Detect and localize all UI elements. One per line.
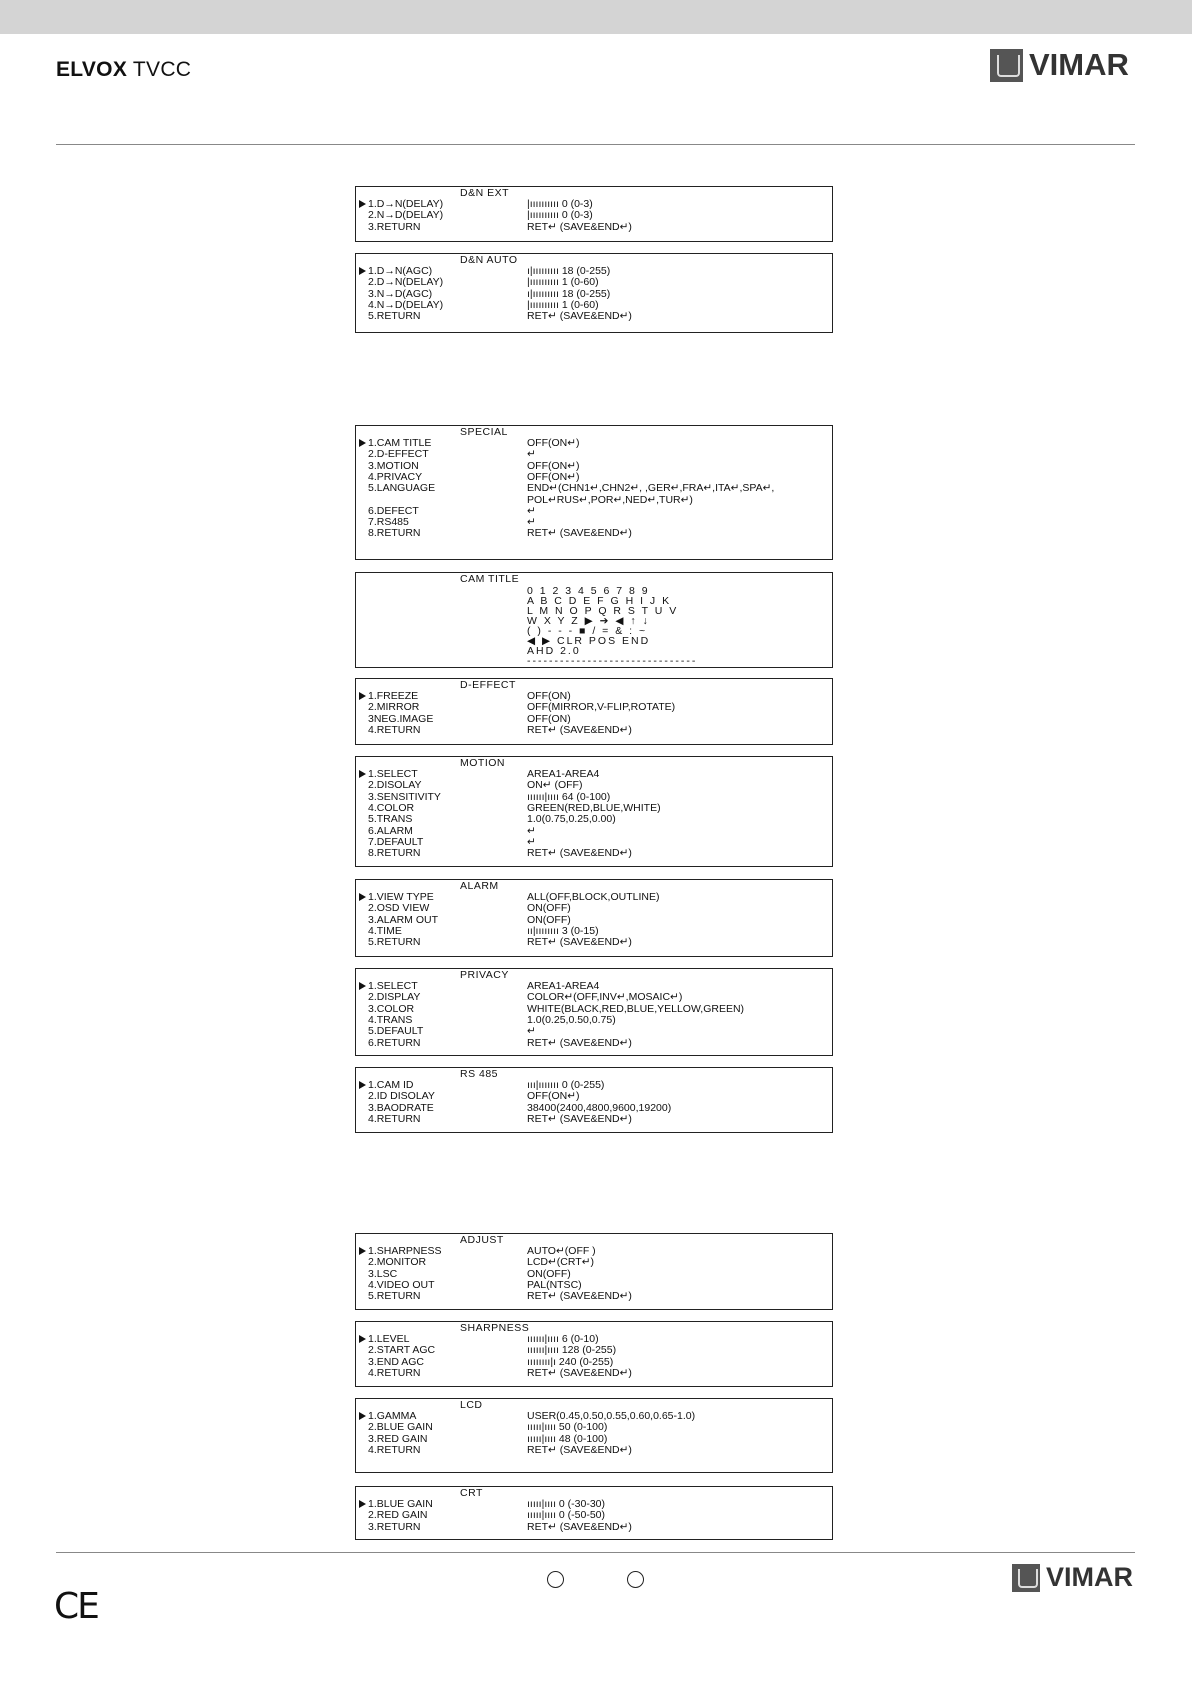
menu-row-label: 5.RETURN (368, 310, 421, 323)
menu-row-label: 3.LSC (368, 1267, 398, 1280)
cam-title-line: ------------------------------- (527, 655, 698, 667)
menu-row-value: ALL(OFF,BLOCK,OUTLINE) (527, 891, 660, 903)
menu-row-label: 1.GAMMA (368, 1410, 417, 1422)
menu-row-label: 2.DISOLAY (368, 779, 422, 792)
top-band (0, 0, 1192, 34)
menu-row[interactable] (356, 937, 832, 948)
menu-lcd (355, 1398, 833, 1473)
menu-row-value: ↵ (527, 504, 536, 517)
menu-deffect (355, 678, 833, 745)
menu-sharpness (355, 1321, 833, 1387)
menu-row-label: 4.PRIVACY (368, 470, 423, 483)
menu-row-value: ııııı|ıııı 48 (0-100) (527, 1432, 608, 1445)
menu-title: D&N EXT (460, 187, 510, 199)
menu-row-value: 1.0(0.75,0.25,0.00) (527, 813, 616, 826)
menu-row-value: ↵ (527, 448, 536, 461)
menu-row-value: OFF(ON↵) (527, 470, 580, 483)
menu-row-value: WHITE(BLACK,RED,BLUE,YELLOW,GREEN) (527, 1002, 745, 1015)
menu-row-label: 8.RETURN (368, 527, 421, 540)
menu-title: CRT (460, 1487, 483, 1499)
menu-row-value: RET↵ (SAVE&END↵) (527, 1520, 632, 1533)
header-logo-text: VIMAR (1029, 47, 1129, 82)
menu-row-label: 1.SELECT (368, 768, 418, 780)
menu-row-value: ı|ııııııııı 18 (0-255) (527, 287, 611, 300)
menu-row-label: 4.RETURN (368, 1112, 421, 1125)
menu-row-label: 4.RETURN (368, 1443, 421, 1456)
cursor-arrow-icon (359, 770, 366, 778)
menu-row-value: OFF(ON) (527, 690, 571, 702)
menu-row-label: 4.COLOR (368, 801, 415, 814)
menu-row-value: ııııı|ıııı 50 (0-100) (527, 1421, 608, 1434)
menu-row-label: 2.DISPLAY (368, 991, 421, 1004)
menu-row-label: 3.N→D(AGC) (368, 287, 433, 300)
menu-row-label: 1.CAM TITLE (368, 437, 432, 449)
menu-row-label: 1.FREEZE (368, 690, 419, 702)
menu-row-value: ↵ (527, 516, 536, 529)
header-logo (990, 47, 1129, 83)
menu-row-value: ON↵ (OFF) (527, 779, 583, 792)
menu-row-value: LCD↵(CRT↵) (527, 1256, 594, 1269)
cursor-arrow-icon (359, 1335, 366, 1343)
menu-privacy (355, 968, 833, 1056)
menu-motion (355, 756, 833, 867)
cam-title-line: L M N O P Q R S T U V (527, 605, 679, 617)
menu-row[interactable] (356, 1015, 832, 1026)
menu-row[interactable] (356, 483, 832, 494)
menu-row[interactable] (356, 725, 832, 736)
menu-row-label: 2.MIRROR (368, 701, 420, 714)
menu-row-value: OFF(ON↵) (527, 437, 580, 449)
menu-row-label: 3.RETURN (368, 1520, 421, 1533)
menu-title: PRIVACY (460, 969, 509, 981)
menu-row-value: ı|ııııııııı 18 (0-255) (527, 265, 611, 277)
cursor-arrow-icon (359, 1247, 366, 1255)
menu-row[interactable] (356, 780, 832, 791)
menu-title: LCD (460, 1399, 483, 1411)
menu-row-value: ↵ (527, 1025, 536, 1038)
menu-row[interactable] (356, 449, 832, 460)
cam-title-character-grid (527, 586, 697, 666)
menu-row-label: 2.N→D(DELAY) (368, 209, 444, 222)
menu-row-value: AREA1-AREA4 (527, 768, 600, 780)
vimar-logo-icon (990, 49, 1023, 82)
menu-row-label: 8.RETURN (368, 847, 421, 860)
cam-title-line: ◀ ▶ CLR POS END (527, 635, 651, 647)
cam-title-line: W X Y Z ▶ ➔ ◀ ↑ ↓ (527, 615, 650, 627)
cursor-arrow-icon (359, 267, 366, 275)
menu-row-label: 2.RED GAIN (368, 1509, 428, 1522)
cursor-arrow-icon (359, 893, 366, 901)
menu-row-value: ıııııııı|ı 240 (0-255) (527, 1355, 614, 1368)
menu-title: ALARM (460, 880, 499, 892)
menu-row-value: RET↵ (SAVE&END↵) (527, 1036, 632, 1049)
cam-title-line: ( ) - - - ■ / = & : ~ (527, 625, 648, 637)
menu-row-label: 2.START AGC (368, 1344, 436, 1357)
menu-row-label: 5.DEFAULT (368, 1025, 424, 1038)
menu-cam-title (355, 572, 833, 668)
menu-title: MOTION (460, 757, 505, 769)
footer-logo-text: VIMAR (1046, 1562, 1133, 1592)
menu-row-label: 1.D→N(DELAY) (368, 198, 444, 210)
menu-row-label: 3.MOTION (368, 459, 419, 472)
menu-row-label: 1.CAM ID (368, 1079, 414, 1091)
menu-row[interactable] (356, 1510, 832, 1521)
menu-row-value: ııııı|ıııı 0 (-30-30) (527, 1498, 606, 1510)
brand-light: TVCC (132, 58, 192, 81)
menu-row-label: 1.SHARPNESS (368, 1245, 442, 1257)
menu-row-label: 2.ID DISOLAY (368, 1090, 435, 1103)
menu-row-value: RET↵ (SAVE&END↵) (527, 1290, 632, 1303)
menu-row-value: OFF(ON↵) (527, 1090, 580, 1103)
circle-mark-left (547, 1571, 564, 1588)
menu-row-label: 1.VIEW TYPE (368, 891, 434, 903)
menu-row-value: ııı|ııııııı 0 (0-255) (527, 1079, 605, 1091)
menu-row-label: 3.RED GAIN (368, 1432, 428, 1445)
menu-row-label: 3.SENSITIVITY (368, 790, 441, 803)
menu-crt (355, 1486, 833, 1540)
menu-row-value: 38400(2400,4800,9600,19200) (527, 1101, 672, 1114)
menu-row-label: 6.ALARM (368, 824, 413, 837)
menu-row-label: 3.COLOR (368, 1002, 415, 1015)
menu-row-value: |ıııııııııı 0 (0-3) (527, 209, 593, 222)
menu-row-label: 3.BAODRATE (368, 1101, 434, 1114)
menu-row[interactable] (356, 1522, 832, 1533)
menu-row-value: OFF(MIRROR,V-FLIP,ROTATE) (527, 701, 676, 714)
menu-row-label: 2.BLUE GAIN (368, 1421, 433, 1434)
menu-row[interactable] (356, 311, 832, 322)
menu-row-value: 1.0(0.25,0.50,0.75) (527, 1013, 616, 1026)
menu-row[interactable] (356, 1246, 832, 1257)
menu-title: ADJUST (460, 1234, 504, 1246)
menu-row[interactable] (356, 1026, 832, 1037)
menu-row-value: RET↵ (SAVE&END↵) (527, 310, 632, 323)
menu-row[interactable] (356, 848, 832, 859)
cam-title-line: AHD 2.0 (527, 645, 581, 657)
cursor-arrow-icon (359, 692, 366, 700)
menu-row[interactable] (356, 506, 832, 517)
menu-row-value: POL↵RUS↵,POR↵,NED↵,TUR↵) (527, 493, 693, 506)
brand-title (56, 58, 191, 82)
menu-row-label: 1.LEVEL (368, 1333, 410, 1345)
menu-row-value: RET↵ (SAVE&END↵) (527, 220, 632, 233)
menu-row-value: |ıııııııııı 1 (0-60) (527, 298, 599, 311)
menu-dn_ext (355, 186, 833, 242)
menu-row-label: 3.ALARM OUT (368, 913, 439, 926)
menu-dn_auto (355, 253, 833, 333)
menu-row[interactable] (356, 461, 832, 472)
menu-row-value: ON(OFF) (527, 913, 571, 926)
menu-row-value: RET↵ (SAVE&END↵) (527, 1112, 632, 1125)
menu-title: D&N AUTO (460, 254, 518, 266)
ce-mark: CE (54, 1586, 98, 1627)
menu-row-label: 5.LANGUAGE (368, 482, 436, 495)
menu-row-label: 3NEG.IMAGE (368, 712, 434, 725)
menu-row-value: ON(OFF) (527, 902, 571, 915)
menu-row-label: 1.SELECT (368, 980, 418, 992)
menu-row[interactable] (356, 769, 832, 780)
menu-row-value: RET↵ (SAVE&END↵) (527, 936, 632, 949)
menu-row-label: 4.TIME (368, 924, 402, 937)
menu-row-label: 1.BLUE GAIN (368, 1498, 433, 1510)
cam-title-line: A B C D E F G H I J K (527, 595, 672, 607)
vimar-footer-logo-icon (1012, 1564, 1040, 1592)
menu-row-value: ıı|ıııııııı 3 (0-15) (527, 924, 599, 937)
menu-row-value: RET↵ (SAVE&END↵) (527, 1443, 632, 1456)
menu-row-value: |ıııııııııı 0 (0-3) (527, 198, 593, 210)
menu-row-label: 4.TRANS (368, 1013, 413, 1026)
menu-title: RS 485 (460, 1068, 499, 1080)
menu-row-value: ıııııı|ıııı 128 (0-255) (527, 1344, 617, 1357)
menu-row[interactable] (356, 210, 832, 221)
menu-title: SHARPNESS (460, 1322, 530, 1334)
footer-logo (1012, 1562, 1133, 1593)
menu-row-label: 6.RETURN (368, 1036, 421, 1049)
menu-row[interactable] (356, 528, 832, 539)
menu-row-value: COLOR↵(OFF,INV↵,MOSAIC↵) (527, 991, 683, 1004)
menu-title: D-EFFECT (460, 679, 516, 691)
menu-row-value: OFF(ON↵) (527, 459, 580, 472)
menu-adjust (355, 1233, 833, 1310)
menu-row-value: GREEN(RED,BLUE,WHITE) (527, 801, 661, 814)
menu-row[interactable] (356, 814, 832, 825)
menu-row-label: 5.RETURN (368, 936, 421, 949)
menu-row[interactable] (356, 1257, 832, 1268)
cursor-arrow-icon (359, 200, 366, 208)
menu-row-value: RET↵ (SAVE&END↵) (527, 847, 632, 860)
cursor-arrow-icon (359, 1081, 366, 1089)
footer-rule (56, 1552, 1135, 1553)
menu-row-label: 3.END AGC (368, 1355, 425, 1368)
menu-row-value: ıııııı|ıııı 6 (0-10) (527, 1333, 599, 1345)
menu-row[interactable] (356, 1445, 832, 1456)
menu-row-label: 7.RS485 (368, 516, 409, 529)
menu-row-value: RET↵ (SAVE&END↵) (527, 723, 632, 736)
menu-row-label: 5.TRANS (368, 813, 413, 826)
menu-row-value: ↵ (527, 835, 536, 848)
menu-row-value: ııııı|ıııı 0 (-50-50) (527, 1509, 606, 1522)
menu-row-label: 5.RETURN (368, 1290, 421, 1303)
cursor-arrow-icon (359, 1412, 366, 1420)
menu-row[interactable] (356, 826, 832, 837)
menu-row[interactable] (356, 1368, 832, 1379)
menu-row-label: 7.DEFAULT (368, 835, 424, 848)
menu-special (355, 425, 833, 560)
menu-row-label: 6.DEFECT (368, 504, 419, 517)
menu-row-label: 2.MONITOR (368, 1256, 427, 1269)
menu-row-value: ↵ (527, 824, 536, 837)
menu-row-value: PAL(NTSC) (527, 1278, 582, 1291)
menu-row[interactable] (356, 1038, 832, 1049)
cursor-arrow-icon (359, 982, 366, 990)
menu-row-label: 4.N→D(DELAY) (368, 298, 444, 311)
menu-row[interactable] (356, 495, 832, 506)
menu-row-value: ıııııı|ıııı 64 (0-100) (527, 790, 611, 803)
menu-row-value: END↵(CHN1↵,CHN2↵, ,GER↵,FRA↵,ITA↵,SPA↵, (527, 482, 775, 495)
menu-row-label: 2.OSD VIEW (368, 902, 430, 915)
menu-row[interactable] (356, 1291, 832, 1302)
cam-title-line: 0 1 2 3 4 5 6 7 8 9 (527, 585, 650, 597)
menu-row[interactable] (356, 277, 832, 288)
menu-row-value: ON(OFF) (527, 1267, 571, 1280)
menu-row-label: 4.RETURN (368, 1366, 421, 1379)
menu-row-value: RET↵ (SAVE&END↵) (527, 527, 632, 540)
menu-title: SPECIAL (460, 426, 508, 438)
menu-row-value: OFF(ON) (527, 712, 571, 725)
circle-mark-right (627, 1571, 644, 1588)
menu-row-value: RET↵ (SAVE&END↵) (527, 1366, 632, 1379)
menu-row-value: USER(0.45,0.50,0.55,0.60,0.65-1.0) (527, 1410, 696, 1422)
menu-row[interactable] (356, 1091, 832, 1102)
menu-row[interactable] (356, 992, 832, 1003)
menu-row[interactable] (356, 903, 832, 914)
header-rule (56, 144, 1135, 145)
menu-row-label: 2.D→N(DELAY) (368, 276, 444, 289)
menu-row-label: 4.VIDEO OUT (368, 1278, 435, 1291)
menu-row-value: AUTO↵(OFF ) (527, 1245, 596, 1257)
menu-title: CAM TITLE (460, 573, 520, 585)
cursor-arrow-icon (359, 439, 366, 447)
menu-row[interactable] (356, 702, 832, 713)
menu-row-label: 4.RETURN (368, 723, 421, 736)
cursor-arrow-icon (359, 1500, 366, 1508)
menu-row-label: 1.D→N(AGC) (368, 265, 433, 277)
menu-row[interactable] (356, 1114, 832, 1125)
menu-row-label: 2.D-EFFECT (368, 448, 429, 461)
menu-rs485 (355, 1067, 833, 1133)
menu-alarm (355, 879, 833, 957)
menu-row-value: |ıııııııııı 1 (0-60) (527, 276, 599, 289)
menu-row[interactable] (356, 1345, 832, 1356)
brand-bold: ELVOX (56, 58, 128, 81)
menu-row-label: 3.RETURN (368, 220, 421, 233)
menu-row[interactable] (356, 1422, 832, 1433)
menu-row-value: AREA1-AREA4 (527, 980, 600, 992)
menu-row[interactable] (356, 222, 832, 233)
